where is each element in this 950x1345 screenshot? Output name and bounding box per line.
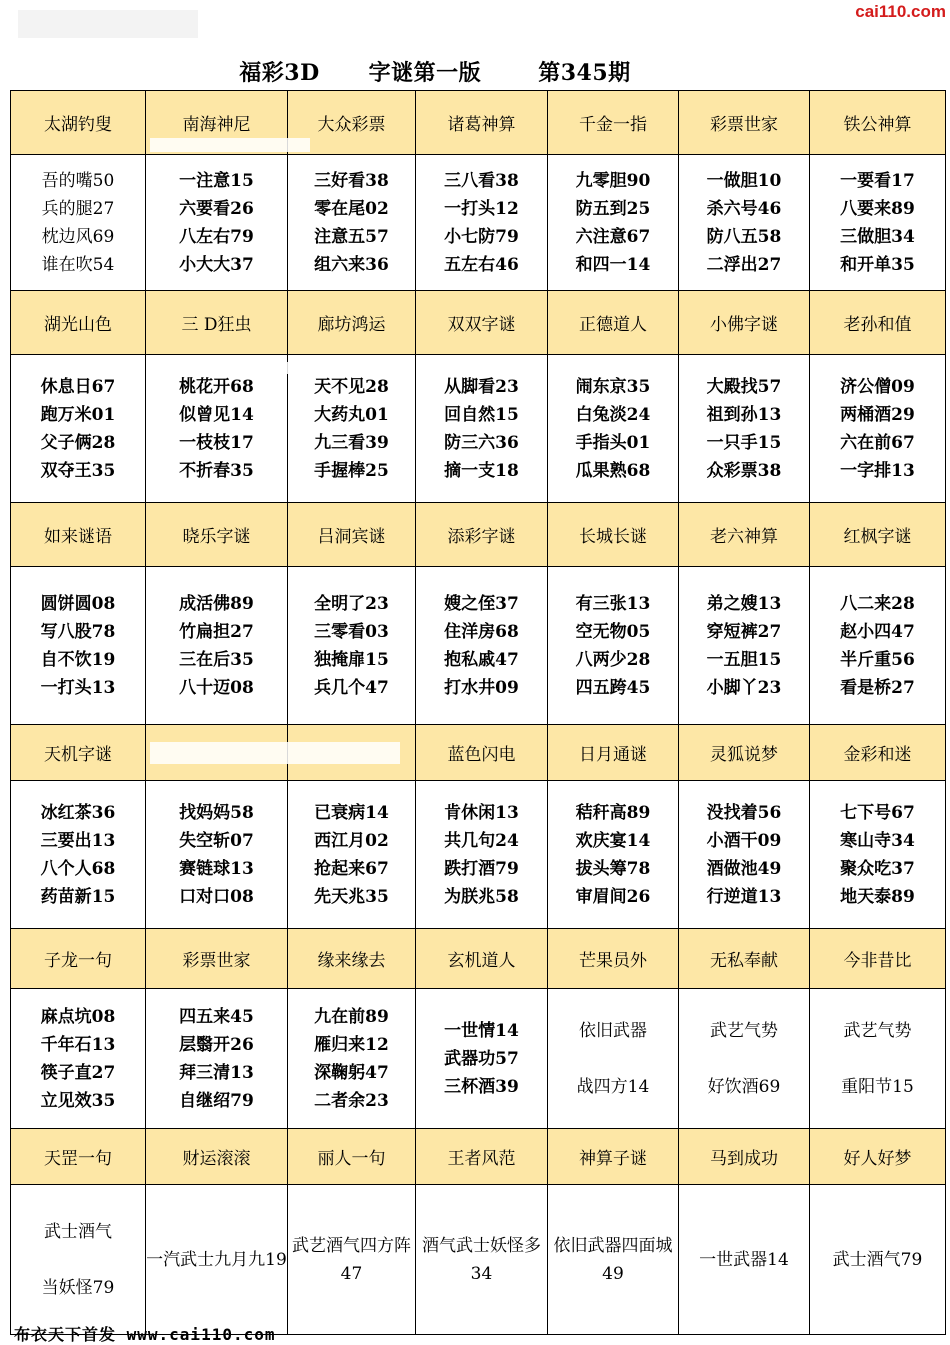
riddle-line: 八十迈08 [179,677,254,698]
column-header: 如来谜语 [11,503,146,567]
riddle-line: 成活佛89 [179,593,254,614]
riddle-line: 四五来45 [179,1006,254,1027]
riddle-line: 没找着56 [706,802,782,823]
riddle-line: 组六来36 [314,254,389,275]
riddle-line: 赛链球13 [179,858,254,879]
riddle-line: 三零看03 [314,621,389,642]
riddle-line: 聚众吃37 [840,858,915,879]
riddle-line: 杀六号46 [706,198,782,219]
riddle-line: 一做胆10 [706,170,782,191]
riddle-row [11,567,946,725]
riddle-line: 一打头12 [444,198,519,219]
riddle-line: 八要来89 [840,198,915,219]
riddle-line: 六在前67 [840,432,915,453]
riddle-line: 一打头13 [40,677,116,698]
riddle-line: 找妈妈58 [179,802,254,823]
riddle-line: 行逆道13 [706,886,782,907]
riddle-cell [548,355,679,503]
riddle-cell [11,781,146,929]
riddle-line: 八左右79 [179,226,254,247]
riddle-line: 麻点坑08 [40,1006,116,1027]
riddle-line: 防三六36 [444,432,519,453]
riddle-line: 谁在吹54 [41,254,115,275]
riddle-line: 共几句24 [444,830,519,851]
column-header: 大众彩票 [288,91,416,155]
column-header: 南海神尼 [146,91,288,155]
riddle-line: 八两少28 [575,649,651,670]
column-header: 彩票世家 [679,91,810,155]
riddle-cell [810,1185,946,1335]
riddle-line: 手指头01 [575,432,651,453]
riddle-line: 独掩扉15 [314,649,389,670]
riddle-row [11,355,946,503]
riddle-line: 父子俩28 [40,432,116,453]
riddle-cell [810,355,946,503]
riddle-line: 零在尾02 [314,198,389,219]
riddle-line: 武艺气势 [843,1020,912,1041]
riddle-cell [288,355,416,503]
riddle-line: 防五到25 [575,198,651,219]
riddle-line: 九零胆90 [575,170,651,191]
riddle-line: 大药丸01 [314,404,389,425]
riddle-cell [288,781,416,929]
riddle-line: 立见效35 [40,1090,116,1111]
riddle-cell [679,1185,810,1335]
column-header: 好人好梦 [810,1129,946,1185]
riddle-line: 天不见28 [314,376,389,397]
riddle-line: 穿短裤27 [706,621,782,642]
riddle-row [11,1185,946,1335]
riddle-line: 济公僧09 [840,376,915,397]
riddle-line: 三做胆34 [840,226,915,247]
riddle-line: 八二来28 [840,593,915,614]
riddle-row [11,155,946,291]
riddle-cell [11,355,146,503]
riddle-line: 失空斩07 [179,830,254,851]
column-header: 三 D狂虫 [146,291,288,355]
riddle-line: 二浮出27 [706,254,782,275]
riddle-line: 依旧武器 [579,1020,647,1041]
riddle-line: 层翳开26 [179,1034,254,1055]
riddle-line: 雁归来12 [314,1034,389,1055]
spacer [679,1045,809,1073]
riddle-cell [548,989,679,1129]
riddle-line: 嫂之侄37 [444,593,519,614]
riddle-line: 武器功57 [444,1048,519,1069]
riddle-line: 当妖怪79 [41,1277,115,1298]
riddle-row [11,989,946,1129]
riddle-line: 空无物05 [575,621,651,642]
riddle-line: 重阳节15 [841,1076,914,1097]
column-header: 日月通谜 [548,725,679,781]
riddle-cell [146,355,288,503]
riddle-line: 酒做池49 [706,858,782,879]
riddle-line: 抢起来67 [314,858,389,879]
riddle-line: 一注意15 [179,170,254,191]
column-header: 铁公神算 [810,91,946,155]
riddle-line: 打水井09 [444,677,519,698]
riddle-line: 九在前89 [314,1006,389,1027]
riddle-line: 武士酒气79 [832,1249,923,1270]
riddle-line: 兵几个47 [314,677,389,698]
riddle-line: 为朕兆58 [444,886,519,907]
riddle-line: 兵的腿27 [41,198,115,219]
riddle-line: 和开单35 [840,254,915,275]
riddle-line: 肯休闲13 [444,802,519,823]
riddle-cell [11,1185,146,1335]
column-header: 彩票世家 [146,929,288,989]
riddle-cell [548,1185,679,1335]
column-header: 正德道人 [548,291,679,355]
riddle-line: 桃花开68 [179,376,254,397]
column-header: 老六神算 [679,503,810,567]
riddle-line: 防八五58 [706,226,782,247]
header-row [11,503,946,567]
column-header: 吕洞宾谜 [288,503,416,567]
riddle-cell [416,781,548,929]
riddle-line: 千年石13 [40,1034,116,1055]
column-header: 金彩和迷 [810,725,946,781]
redaction-bar [150,742,400,764]
riddle-line: 西江月02 [314,830,389,851]
riddle-line: 白兔淡24 [575,404,651,425]
riddle-cell [810,567,946,725]
riddle-cell [679,355,810,503]
riddle-line: 药苗新15 [40,886,116,907]
column-header: 老孙和值 [810,291,946,355]
riddle-line: 一枝枝17 [179,432,254,453]
riddle-line: 六要看26 [179,198,254,219]
header-row [11,929,946,989]
riddle-line: 一只手15 [706,432,782,453]
column-header: 灵狐说梦 [679,725,810,781]
riddle-cell [548,155,679,291]
riddle-line: 拔头筹78 [575,858,651,879]
riddle-line: 七下号67 [840,802,915,823]
riddle-line: 和四一14 [575,254,651,275]
riddle-cell [288,567,416,725]
riddle-line: 从脚看23 [444,376,519,397]
riddle-line: 小七防79 [444,226,519,247]
riddle-cell [416,567,548,725]
riddle-cell [146,781,288,929]
riddle-line: 自继绍79 [179,1090,254,1111]
riddle-cell [11,989,146,1129]
riddle-line: 手握棒25 [314,460,389,481]
riddle-line: 写八股78 [40,621,116,642]
riddle-cell [288,989,416,1129]
riddle-line: 酒气武士妖怪多34 [422,1235,541,1284]
page-title: 福彩3D 字谜第一版 第345期 [239,60,631,86]
redaction-bar [230,362,370,374]
column-header: 王者风范 [416,1129,548,1185]
riddle-cell [548,781,679,929]
riddle-line: 三在后35 [179,649,254,670]
riddle-line: 一要看17 [840,170,915,191]
riddle-line: 三要出13 [40,830,116,851]
riddle-line: 武艺酒气四方阵47 [292,1235,411,1284]
riddle-line: 秸秆高89 [575,802,651,823]
riddle-cell [416,1185,548,1335]
column-header: 天罡一句 [11,1129,146,1185]
column-header: 湖光山色 [11,291,146,355]
riddle-line: 有三张13 [575,593,651,614]
riddle-line: 自不饮19 [40,649,116,670]
riddle-line: 四五跨45 [575,677,651,698]
riddle-cell [11,567,146,725]
column-header: 添彩字谜 [416,503,548,567]
riddle-line: 三八看38 [444,170,519,191]
riddle-line: 注意五57 [314,226,389,247]
riddle-cell [810,781,946,929]
riddle-cell [416,155,548,291]
column-header: 诸葛神算 [416,91,548,155]
spacer [11,1246,145,1274]
column-header: 太湖钓叟 [11,91,146,155]
riddle-cell [416,989,548,1129]
riddle-line: 二者余23 [314,1090,389,1111]
riddle-line: 休息日67 [40,376,116,397]
riddle-line: 筷子直27 [40,1062,116,1083]
riddle-line: 跌打酒79 [444,858,519,879]
riddle-line: 似曾见14 [179,404,254,425]
riddle-line: 六注意67 [575,226,651,247]
riddle-line: 一世武器14 [699,1249,789,1270]
riddle-line: 九三看39 [314,432,389,453]
riddle-cell [146,1185,288,1335]
column-header: 马到成功 [679,1129,810,1185]
riddle-cell [679,155,810,291]
riddle-line: 全明了23 [314,593,389,614]
riddle-line: 依旧武器四面城49 [553,1235,673,1284]
riddle-grid [10,90,946,1335]
riddle-cell [11,155,146,291]
top-left-redaction [18,10,198,38]
riddle-line: 两桶酒29 [840,404,915,425]
riddle-cell [146,989,288,1129]
column-header: 财运滚滚 [146,1129,288,1185]
riddle-cell [288,155,416,291]
column-header: 小佛字谜 [679,291,810,355]
column-header: 缘来缘去 [288,929,416,989]
riddle-cell [679,567,810,725]
riddle-line: 五左右46 [444,254,519,275]
riddle-line: 深鞠躬47 [314,1062,389,1083]
column-header: 晓乐字谜 [146,503,288,567]
riddle-cell [679,989,810,1129]
riddle-line: 回自然15 [444,404,519,425]
riddle-cell [146,155,288,291]
column-header: 丽人一句 [288,1129,416,1185]
column-header: 神算子谜 [548,1129,679,1185]
column-header: 芒果员外 [548,929,679,989]
riddle-line: 住洋房68 [444,621,519,642]
riddle-line: 看是桥27 [840,677,915,698]
riddle-line: 双夺王35 [40,460,116,481]
footer-credit: 布衣天下首发 www.cai110.com [14,1325,276,1344]
riddle-cell [810,989,946,1129]
riddle-line: 赵小四47 [840,621,915,642]
riddle-line: 众彩票38 [706,460,782,481]
riddle-line: 一字排13 [840,460,915,481]
riddle-line: 好饮酒69 [707,1076,781,1097]
riddle-line: 已衰病14 [314,802,389,823]
riddle-cell [548,567,679,725]
riddle-line: 摘一支18 [444,460,519,481]
column-header: 廊坊鸿运 [288,291,416,355]
column-header: 千金一指 [548,91,679,155]
riddle-line: 小酒干09 [706,830,782,851]
header-row [11,291,946,355]
riddle-row [11,781,946,929]
riddle-line: 战四方14 [576,1076,650,1097]
riddle-line: 武士酒气 [44,1221,112,1242]
riddle-line: 吾的嘴50 [41,170,115,191]
column-header: 今非昔比 [810,929,946,989]
column-header: 天机字谜 [11,725,146,781]
site-brand: cai110.com [855,2,946,21]
riddle-line: 跑万米01 [40,404,116,425]
riddle-line: 冰红茶36 [40,802,116,823]
column-header: 双双字谜 [416,291,548,355]
riddle-cell [416,355,548,503]
spacer [548,1045,678,1073]
riddle-line: 审眉间26 [575,886,651,907]
riddle-line: 三好看38 [314,170,389,191]
riddle-line: 圆饼圆08 [40,593,116,614]
column-header: 红枫字谜 [810,503,946,567]
riddle-cell [679,781,810,929]
column-header: 无私奉献 [679,929,810,989]
riddle-line: 抱私戚47 [444,649,519,670]
riddle-line: 小脚丫23 [706,677,782,698]
riddle-cell [810,155,946,291]
riddle-line: 一五胆15 [706,649,782,670]
riddle-line: 弟之嫂13 [706,593,782,614]
column-header: 玄机道人 [416,929,548,989]
riddle-line: 地天泰89 [840,886,915,907]
header-row [11,1129,946,1185]
riddle-line: 竹扁担27 [179,621,254,642]
column-header: 蓝色闪电 [416,725,548,781]
spacer [810,1045,945,1073]
riddle-cell [146,567,288,725]
column-header: 子龙一句 [11,929,146,989]
riddle-line: 欢庆宴14 [575,830,651,851]
riddle-line: 一汽武士九月九19 [146,1249,287,1270]
redaction-bar [150,138,310,152]
riddle-line: 瓜果熟68 [575,460,651,481]
riddle-line: 先天兆35 [314,886,389,907]
riddle-line: 三杯酒39 [444,1076,519,1097]
riddle-line: 大殿找57 [706,376,782,397]
riddle-line: 八个人68 [40,858,116,879]
riddle-line: 闹东京35 [575,376,651,397]
riddle-line: 枕边风69 [41,226,115,247]
riddle-line: 寒山寺34 [840,830,915,851]
riddle-cell [288,1185,416,1335]
riddle-line: 小大大37 [179,254,254,275]
riddle-line: 祖到孙13 [706,404,782,425]
riddle-line: 一世情14 [444,1020,519,1041]
column-header: 长城长谜 [548,503,679,567]
riddle-line: 口对口08 [179,886,254,907]
riddle-line: 拜三清13 [179,1062,254,1083]
riddle-line: 不折春35 [179,460,254,481]
riddle-line: 半斤重56 [840,649,915,670]
riddle-line: 武艺气势 [710,1020,778,1041]
